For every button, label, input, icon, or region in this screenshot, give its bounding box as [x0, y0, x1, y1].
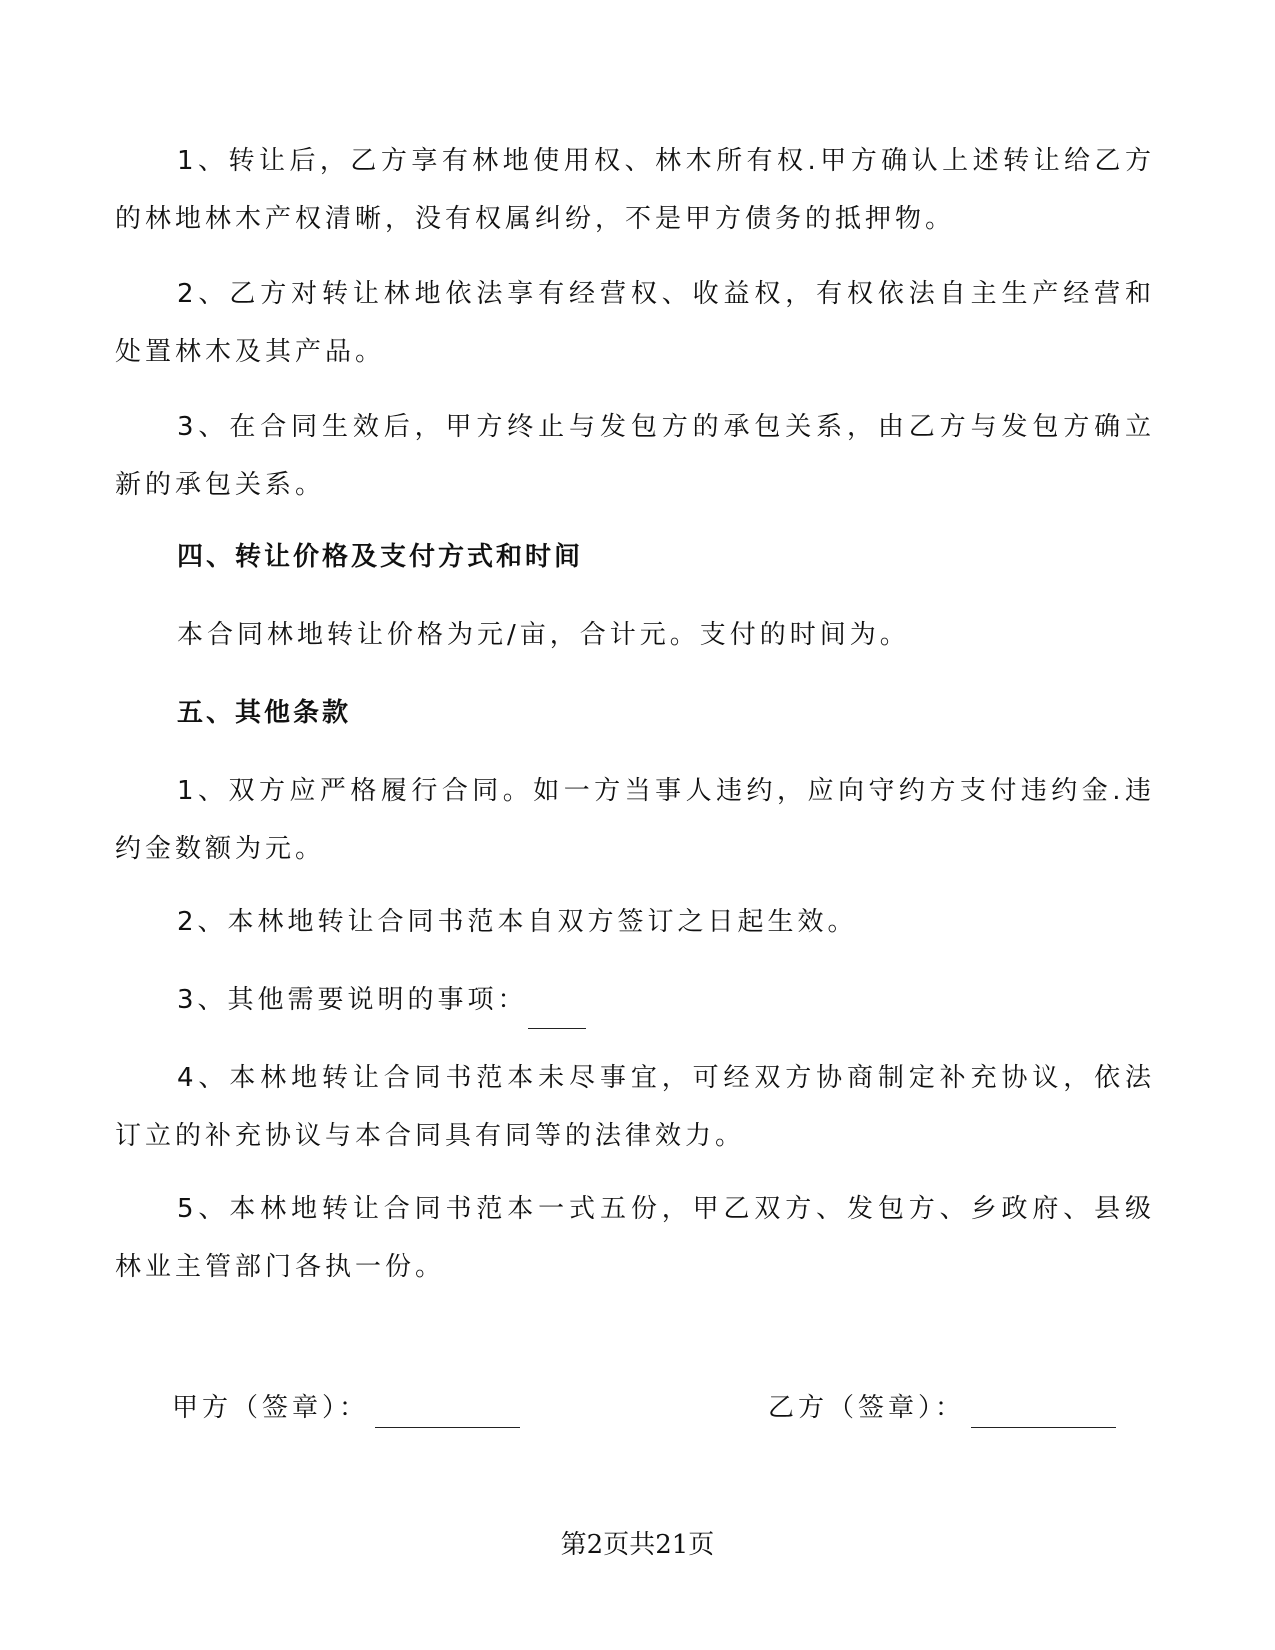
page-number: 第2页共21页: [560, 1530, 715, 1560]
other-clause-3-text: 3、其他需要说明的事项：: [177, 985, 528, 1015]
other-clause-3: [115, 971, 1155, 1029]
other-clause-4-text: 4、本林地转让合同书范本未尽事宜，可经双方协商制定补充协议，依法订立的补充协议与本合同具有同等的法律效力。: [115, 1063, 1155, 1151]
section-4-heading: 四、转让价格及支付方式和时间: [177, 542, 584, 572]
other-clause-1-text: 1、双方应严格履行合同。如一方当事人违约，应向守约方支付违约金.违约金数额为元。: [115, 776, 1155, 864]
clause-2-text: 2、乙方对转让林地依法享有经营权、收益权，有权依法自主生产经营和处置林木及其产品。: [115, 279, 1155, 367]
party-a-signature-line: [375, 1397, 520, 1428]
clause-3-text: 3、在合同生效后，甲方终止与发包方的承包关系，由乙方与发包方确立新的承包关系。: [115, 412, 1155, 500]
section-5-heading: 五、其他条款: [177, 698, 352, 728]
party-a-label: 甲方（签章）：: [172, 1393, 370, 1423]
party-b-label: 乙方（签章）：: [768, 1393, 966, 1423]
party-a-signature: [172, 1388, 520, 1428]
price-clause-text: 本合同林地转让价格为元/亩，合计元。支付的时间为。: [177, 620, 910, 650]
party-b-signature: [768, 1388, 1116, 1428]
party-b-signature-line: [971, 1397, 1116, 1428]
other-clause-5-text: 5、本林地转让合同书范本一式五份，甲乙双方、发包方、乡政府、县级林业主管部门各执一份。: [115, 1194, 1155, 1282]
clause-1-text: 1、转让后，乙方享有林地使用权、林木所有权.甲方确认上述转让给乙方的林地林木产权清晰，没有权属纠纷，不是甲方债务的抵押物。: [115, 146, 1155, 234]
blank-line: [528, 998, 586, 1029]
other-clause-2-text: 2、本林地转让合同书范本自双方签订之日起生效。: [177, 907, 858, 937]
